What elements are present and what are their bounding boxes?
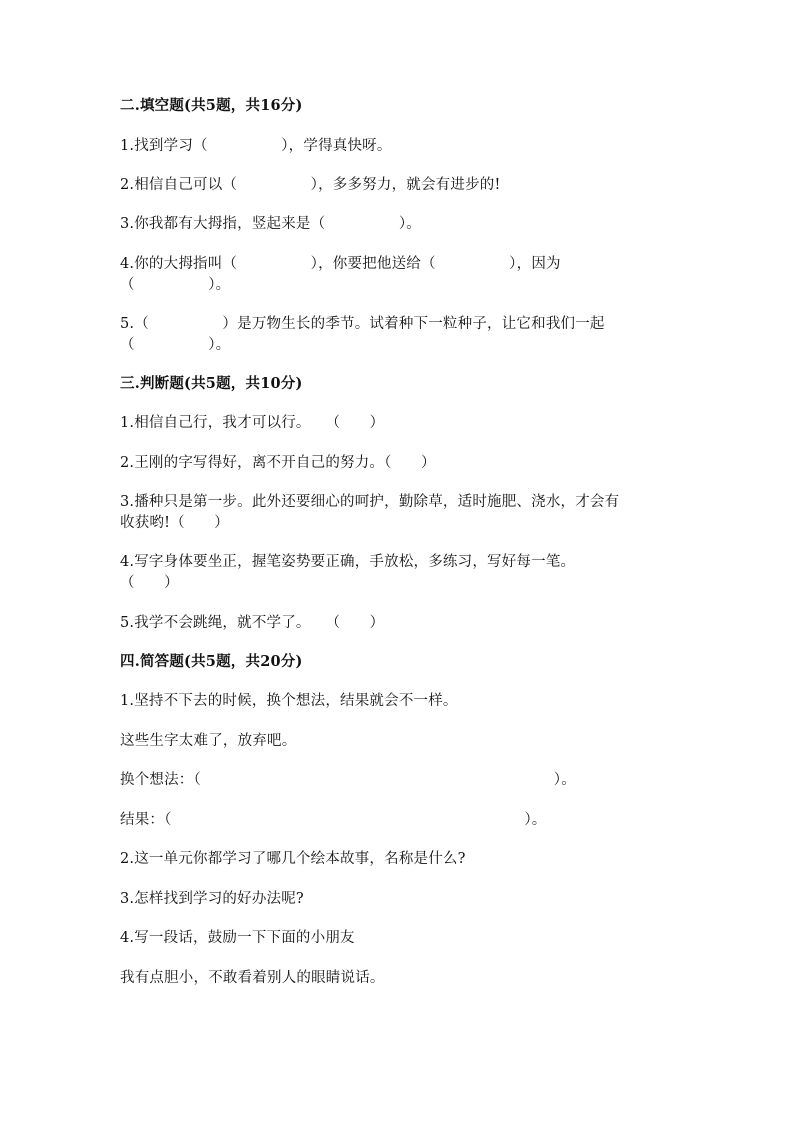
judge-question-2: 2.王刚的字写得好，离不开自己的努力。（ ） (120, 455, 436, 471)
short-question-4: 4.写一段话，鼓励一下下面的小朋友 (120, 930, 355, 946)
fill-question-5-line-1: 5.（ ）是万物生长的季节。试着种下一粒种子，让它和我们一起 (120, 316, 605, 332)
short-question-1-result: 结果：（ ）。 (120, 812, 547, 828)
short-question-1-example: 这些生字太难了，放弃吧。 (120, 733, 297, 749)
short-question-3: 3.怎样找到学习的好办法呢? (120, 891, 304, 907)
short-question-1-change: 换个想法：（ ）。 (120, 772, 576, 788)
section-4-title: 四.简答题(共5题，共20分) (120, 653, 303, 670)
short-question-1: 1.坚持不下去的时候，换个想法，结果就会不一样。 (120, 693, 458, 709)
section-2-title: 二.填空题(共5题，共16分) (120, 97, 303, 114)
short-question-2: 2.这一单元你都学习了哪几个绘本故事，名称是什么? (120, 851, 466, 867)
fill-question-5-line-2: （ ）。 (120, 337, 231, 353)
judge-question-1: 1.相信自己行，我才可以行。 （ ） (120, 415, 385, 431)
judge-question-3-line-1: 3.播种只是第一步。此外还要细心的呵护，勤除草，适时施肥、浇水，才会有 (120, 494, 620, 510)
fill-question-3: 3.你我都有大拇指，竖起来是（ ）。 (120, 216, 421, 232)
fill-question-4-line-1: 4.你的大拇指叫（ ），你要把他送给（ ），因为 (120, 256, 561, 272)
fill-question-4-line-2: （ ）。 (120, 277, 231, 293)
section-3-title: 三.判断题(共5题，共10分) (120, 375, 303, 392)
fill-question-2: 2.相信自己可以（ ），多多努力，就会有进步的! (120, 177, 501, 193)
judge-question-3-line-2: 收获哟!（ ） (120, 515, 229, 531)
judge-question-4-line-2: （ ） (120, 575, 179, 591)
judge-question-4-line-1: 4.写字身体要坐正，握笔姿势要正确，手放松，多练习，写好每一笔。 (120, 554, 576, 570)
judge-question-5: 5.我学不会跳绳，就不学了。 （ ） (120, 615, 385, 631)
short-question-4-text: 我有点胆小，不敢看着别人的眼睛说话。 (120, 970, 385, 986)
fill-question-1: 1.找到学习（ ），学得真快呀。 (120, 138, 392, 154)
